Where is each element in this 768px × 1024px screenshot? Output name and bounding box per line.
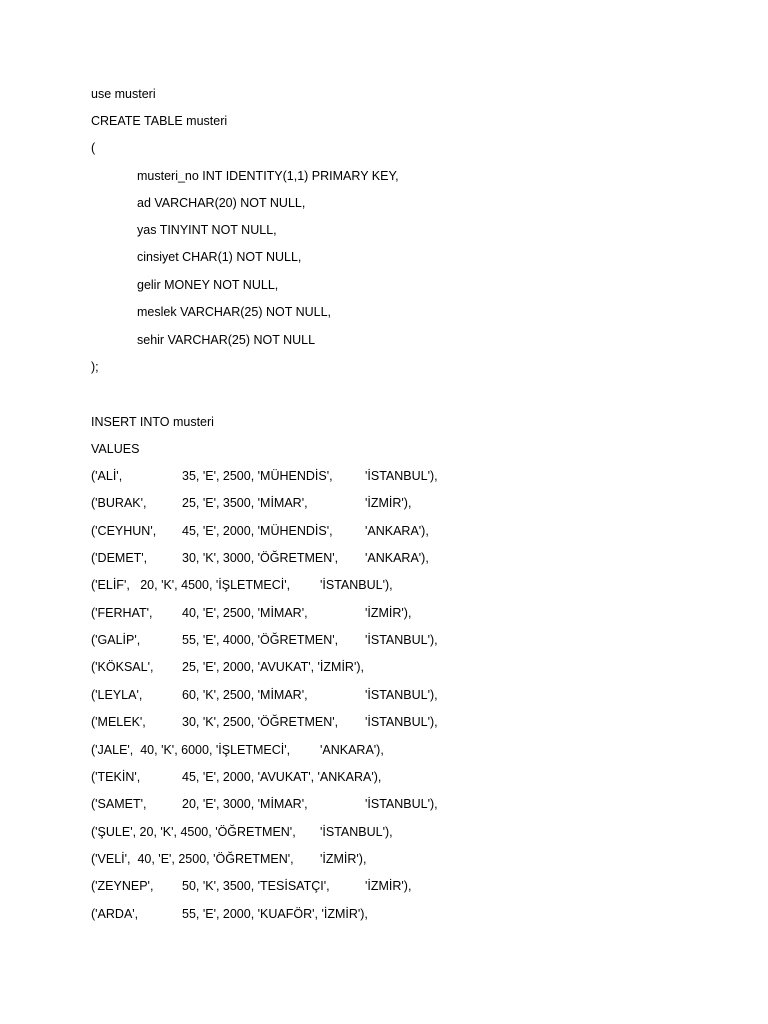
values-row-cell: 'İSTANBUL'), xyxy=(320,578,393,592)
values-row-cell: 30, 'K', 2500, 'ÖĞRETMEN', xyxy=(182,715,339,729)
values-row-cell: 'ANKARA'), xyxy=(320,743,384,757)
column-definition: yas TINYINT NOT NULL, xyxy=(137,223,277,237)
values-row-cell: 35, 'E', 2500, 'MÜHENDİS', xyxy=(182,469,333,483)
values-row-cell: ('BURAK', xyxy=(91,496,147,510)
values-row-cell: ('ELİF', 20, 'K', 4500, 'İŞLETMECİ', xyxy=(91,578,291,592)
values-row-cell: 'İZMİR'), xyxy=(365,606,412,620)
values-row-cell: 'ANKARA'), xyxy=(365,524,429,538)
values-row-cell: 'İSTANBUL'), xyxy=(365,715,438,729)
values-row-cell: 60, 'K', 2500, 'MİMAR', xyxy=(182,688,308,702)
values-row-cell: 40, 'E', 2500, 'MİMAR', xyxy=(182,606,308,620)
values-row-cell: ('ŞULE', 20, 'K', 4500, 'ÖĞRETMEN', xyxy=(91,825,296,839)
values-keyword: VALUES xyxy=(91,442,140,456)
values-row-cell: ('SAMET', xyxy=(91,797,147,811)
values-row-cell: 30, 'K', 3000, 'ÖĞRETMEN', xyxy=(182,551,339,565)
column-definition: meslek VARCHAR(25) NOT NULL, xyxy=(137,305,332,319)
values-row-cell: 'İZMİR'), xyxy=(365,496,412,510)
values-row-cell: 45, 'E', 2000, 'AVUKAT', 'ANKARA'), xyxy=(182,770,382,784)
column-definition: ad VARCHAR(20) NOT NULL, xyxy=(137,196,306,210)
column-definition: gelir MONEY NOT NULL, xyxy=(137,278,279,292)
values-row-cell: 25, 'E', 2000, 'AVUKAT', 'İZMİR'), xyxy=(182,660,364,674)
values-row-cell: 50, 'K', 3500, 'TESİSATÇI', xyxy=(182,879,330,893)
values-row-cell: 'İZMİR'), xyxy=(365,879,412,893)
close-paren: ); xyxy=(91,360,99,374)
values-row-cell: ('KÖKSAL', xyxy=(91,660,154,674)
values-row-cell: ('GALİP', xyxy=(91,633,141,647)
values-row-cell: 'İSTANBUL'), xyxy=(365,797,438,811)
values-row-cell: 25, 'E', 3500, 'MİMAR', xyxy=(182,496,308,510)
values-row-cell: ('LEYLA', xyxy=(91,688,143,702)
values-row-cell: 'İZMİR'), xyxy=(320,852,367,866)
values-row-cell: ('JALE', 40, 'K', 6000, 'İŞLETMECİ', xyxy=(91,743,291,757)
open-paren: ( xyxy=(91,141,96,155)
values-row-cell: 55, 'E', 2000, 'KUAFÖR', 'İZMİR'), xyxy=(182,907,368,921)
values-row-cell: 55, 'E', 4000, 'ÖĞRETMEN', xyxy=(182,633,339,647)
insert-into-statement: INSERT INTO musteri xyxy=(91,415,214,429)
values-row-cell: ('TEKİN', xyxy=(91,770,141,784)
column-definition: musteri_no INT IDENTITY(1,1) PRIMARY KEY, xyxy=(137,169,399,183)
values-row-cell: 'İSTANBUL'), xyxy=(365,633,438,647)
values-row-cell: ('DEMET', xyxy=(91,551,148,565)
values-row-cell: ('ZEYNEP', xyxy=(91,879,154,893)
values-row-cell: 'İSTANBUL'), xyxy=(365,688,438,702)
create-table-statement: CREATE TABLE musteri xyxy=(91,114,228,128)
values-row-cell: ('ALİ', xyxy=(91,469,123,483)
values-row-cell: ('ARDA', xyxy=(91,907,139,921)
values-row-cell: ('CEYHUN', xyxy=(91,524,157,538)
values-row-cell: 20, 'E', 3000, 'MİMAR', xyxy=(182,797,308,811)
column-definition: cinsiyet CHAR(1) NOT NULL, xyxy=(137,250,302,264)
use-statement: use musteri xyxy=(91,87,156,101)
values-row-cell: 'ANKARA'), xyxy=(365,551,429,565)
values-row-cell: 45, 'E', 2000, 'MÜHENDİS', xyxy=(182,524,333,538)
values-row-cell: 'İSTANBUL'), xyxy=(320,825,393,839)
values-row-cell: ('VELİ', 40, 'E', 2500, 'ÖĞRETMEN', xyxy=(91,852,294,866)
values-row-cell: ('FERHAT', xyxy=(91,606,153,620)
values-row-cell: ('MELEK', xyxy=(91,715,146,729)
values-row-cell: 'İSTANBUL'), xyxy=(365,469,438,483)
column-definition: sehir VARCHAR(25) NOT NULL xyxy=(137,333,316,347)
